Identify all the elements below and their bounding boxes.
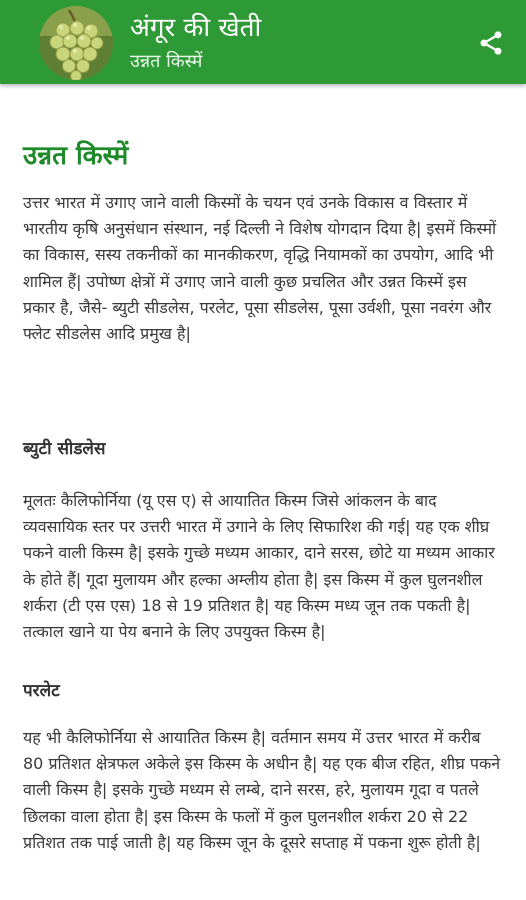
variety-description-perlette: यह भी कैलिफोर्निया से आयातित किस्म है| वर्तमान समय में उत्तर भारत में करीब 80 प्रतिशत क्षेत्रफल अकेले इस किस्म के अधीन है| यह एक बीज रहित, शीघ्र पकने वाली किस्म है| इसके गुच्छे मध्यम से लम्बे, दाने सरस, हरे, मुलायम गूदा व पतले छिलका वाला होता है| इस किस्म के फलों में कुल घुलनशील शर्करा 20 से 22 प्रतिशत तक पाई जाती है| यह किस्म जून के दूसरे सप्ताह में पकना शुरू होती है|: [23, 728, 501, 852]
share-icon: [477, 29, 505, 57]
section-title: उन्नत किस्में: [23, 141, 129, 171]
variety-description-beauty-seedless: मूलतः कैलिफोर्निया (यू एस ए) से आयातित किस्म जिसे आंकलन के बाद व्यवसायिक स्तर पर उत्तरी भारत में उगाने के लिए सिफारिश की गई| यह एक शीघ्र पकने वाली किस्म है| इसके गुच्छे मध्यम आकार, दाने सरस, छोटे या मध्यम आकार के होते हैं| गूदा मुलायम और हल्का अम्लीय होता है| इस किस्म में कुल घुलनशील शर्करा (टी एस एस) 18 से 19 प्रतिशत है| यह किस्म मध्य जून तक पकती है| तत्काल खाने या पेय बनाने के लिए उपयुक्त किस्म है|: [23, 491, 495, 642]
share-button[interactable]: [470, 22, 512, 64]
app-title: अंगूर की खेती: [130, 13, 262, 43]
bottom-edge: [0, 878, 526, 900]
intro-paragraph: उत्तर भारत में उगाए जाने वाली किस्मों के चयन एवं उनके विकास व विस्तार में भारतीय कृषि अनुसंधान संस्थान, नई दिल्ली ने विशेष योगदान दिया है| इसमें किस्मों का विकास, सस्य तकनीकों का मानकीकरण, वृद्धि नियामकों का उपयोग, आदि भी शामिल हैं| उपोष्ण क्षेत्रों में उगाए जाने वाली कुछ प्रचलित और उन्नत किस्में इस प्रकार है, जैसे- ब्युटी सीडलेस, परलेट, पूसा सीडलेस, पूसा उर्वशी, पूसा नवरंग और फ्लेट सीडलेस आदि प्रमुख है|: [23, 193, 497, 344]
app-bar: [0, 0, 526, 84]
variety-heading-perlette: परलेट: [23, 681, 60, 701]
grapes-icon: [39, 6, 113, 80]
app-subtitle: उन्नत किस्में: [130, 51, 203, 72]
variety-heading-beauty-seedless: ब्युटी सीडलेस: [23, 439, 106, 459]
article-content[interactable]: [0, 84, 526, 878]
